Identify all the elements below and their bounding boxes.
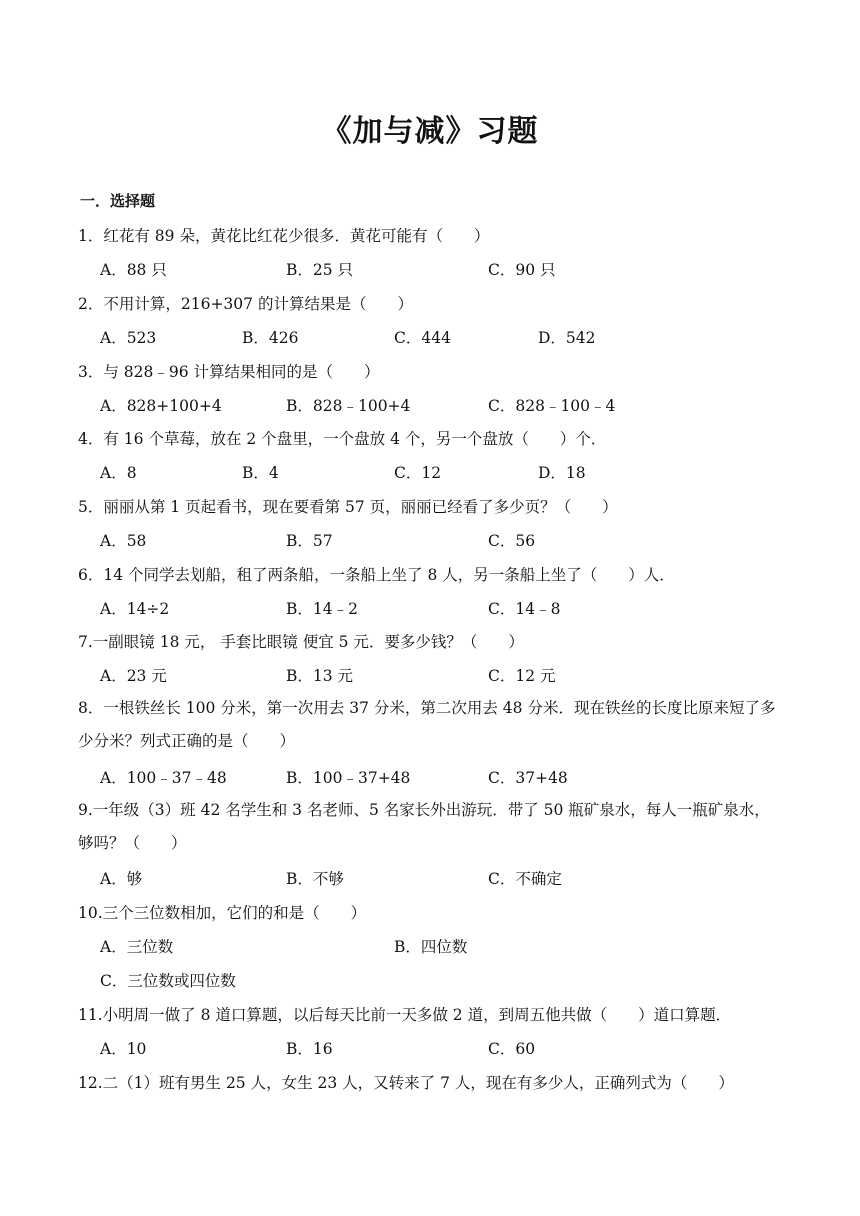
question-5: 5．丽丽从第 1 页起看书，现在要看第 57 页，丽丽已经看了多少页？（ ） [78, 498, 618, 516]
option-d: D．542 [538, 329, 596, 347]
question-3: 3．与 828﹣96 计算结果相同的是（ ） [78, 363, 380, 381]
option-c: C．60 [488, 1040, 536, 1058]
question-11: 11.小明周一做了 8 道口算题，以后每天比前一天多做 2 道，到周五他共做（ ）道口算题． [78, 1006, 732, 1024]
question-12: 12.二（1）班有男生 25 人，女生 23 人，又转来了 7 人，现在有多少人，正确列式为（ ） [78, 1074, 734, 1092]
option-a: A．100﹣37﹣48 [100, 769, 227, 787]
question-8-options [100, 766, 800, 788]
question-10: 10.三个三位数相加，它们的和是（ ） [78, 904, 367, 922]
option-a: A．58 [100, 532, 147, 550]
option-b: B．14﹣2 [286, 600, 358, 618]
question-4-options [100, 461, 800, 483]
option-a: A．三位数 [100, 938, 174, 956]
option-b: B．不够 [286, 870, 344, 888]
question-9-options [100, 867, 800, 889]
question-5-options [100, 529, 800, 551]
option-c: C．12 [394, 464, 442, 482]
option-c: C．56 [488, 532, 536, 550]
option-b: B．四位数 [394, 938, 468, 956]
option-a: A．8 [100, 464, 137, 482]
question-3-options [100, 394, 800, 416]
question-2-options [100, 326, 800, 348]
question-1: 1．红花有 89 朵，黄花比红花少很多．黄花可能有（ ） [78, 227, 490, 245]
page-title: 《加与减》习题 [321, 114, 539, 149]
option-d: D．18 [538, 464, 586, 482]
option-b: B．100﹣37+48 [286, 769, 411, 787]
option-c: C．828﹣100﹣4 [488, 397, 616, 415]
option-b: B．828﹣100+4 [286, 397, 411, 415]
option-a: A．14÷2 [100, 600, 170, 618]
option-c: C．14﹣8 [488, 600, 561, 618]
option-b: B．57 [286, 532, 333, 550]
question-7-options [100, 664, 800, 686]
option-c: C．12 元 [488, 667, 556, 685]
option-c: C．90 只 [488, 261, 556, 279]
question-1-options [100, 258, 800, 280]
option-a: A．828+100+4 [100, 397, 222, 415]
option-c: C．444 [394, 329, 451, 347]
question-7: 7.一副眼镜 18 元， 手套比眼镜 便宜 5 元．要多少钱？（ ） [78, 633, 524, 651]
question-2: 2．不用计算，216+307 的计算结果是（ ） [78, 295, 413, 313]
question-6-options [100, 597, 800, 619]
question-9: 9.一年级（3）班 42 名学生和 3 名老师、5 名家长外出游玩．带了 50 瓶矿泉水，每人一瓶矿泉水，够吗？（ ） [78, 801, 770, 852]
option-b: B．426 [242, 329, 299, 347]
question-6: 6．14 个同学去划船，租了两条船，一条船上坐了 8 人，另一条船上坐了（ ）人． [78, 566, 675, 584]
question-11-options [100, 1037, 800, 1059]
option-a: A．523 [100, 329, 157, 347]
section-heading: 一．选择题 [80, 192, 156, 210]
option-b: B．4 [242, 464, 279, 482]
question-4: 4．有 16 个草莓，放在 2 个盘里，一个盘放 4 个，另一个盘放（ ）个． [78, 430, 607, 448]
question-10-options-row2 [100, 969, 800, 991]
option-a: A．23 元 [100, 667, 167, 685]
option-c: C．三位数或四位数 [100, 972, 236, 990]
option-a: A．88 只 [100, 261, 167, 279]
option-b: B．16 [286, 1040, 333, 1058]
option-c: C．不确定 [488, 870, 562, 888]
option-a: A．够 [100, 870, 143, 888]
option-b: B．25 只 [286, 261, 354, 279]
option-c: C．37+48 [488, 769, 568, 787]
option-a: A．10 [100, 1040, 147, 1058]
option-b: B．13 元 [286, 667, 354, 685]
question-10-options [100, 935, 800, 957]
question-8: 8．一根铁丝长 100 分米，第一次用去 37 分米，第二次用去 48 分米．现在铁丝的长度比原来短了多少分米？列式正确的是（ ） [78, 699, 776, 750]
